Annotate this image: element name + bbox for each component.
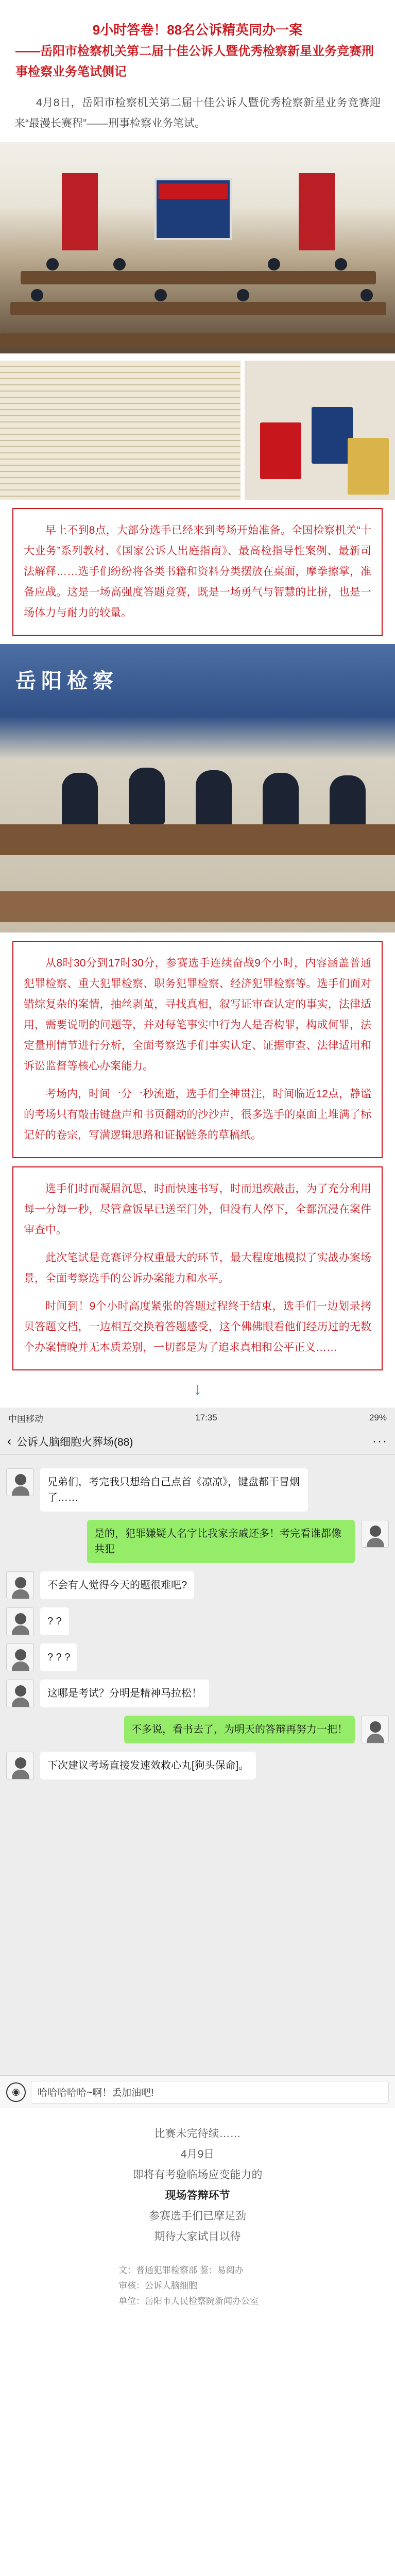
battery-label: 29% [369,1413,387,1422]
avatar[interactable] [6,1468,34,1496]
ending-line: 参赛选手们已摩足劲 [149,2210,246,2222]
exam-end-text: 此次笔试是竞赛评分权重最大的环节，最大程度地模拟了实战办案场景，全面考察选手的公诉办案能力和水平。 [24,1252,371,1284]
books-photo [245,361,395,500]
article-title: 9小时答卷！88名公诉精英同办一案 [92,22,303,38]
chat-header [0,1428,395,1455]
message-bubble[interactable]: 这哪是考试？分明是精神马拉松！ [40,1680,209,1707]
case-files-photo [0,361,241,500]
avatar[interactable] [6,1607,34,1635]
contestant [237,289,249,301]
chat-message [6,1680,389,1707]
intro-text: 4月8日，岳阳市检察机关第二届十佳公诉人暨优秀检察新星业务竞赛迎来“最漫长赛程”——刑事检察业务笔试。 [14,97,381,129]
exam-text: 从8时30分到17时30分，参赛选手连续奋战9个小时，内容涵盖普通犯罪检察、重大犯罪检察、职务犯罪检察、经济犯罪检察等。选手们面对错综复杂的案情，抽丝剥茧，寻找真相，叙写证审查认定的事实，法律适用，需要说明的问题等，并对每笔事实中行为人是否构罪，构成何罪，法定量刑情节进行分析，全面考察选手们事实认定、证据审查、法律适用和诉讼监督等核心办案能力。 [24,957,371,1072]
book [348,438,389,495]
back-arrow-icon[interactable]: ‹ [7,1434,11,1448]
ending-line: 比赛未完待续…… [154,2128,241,2140]
exam-end-section [12,1166,383,1370]
chat-message [6,1752,389,1780]
ending-line: 期待大家试目以待 [154,2231,241,2243]
message-bubble[interactable]: ? ? ? [40,1643,77,1671]
chat-screenshot [0,1408,395,2108]
contestant [129,768,165,824]
red-banner-right [299,173,335,250]
desk-row [0,333,395,346]
clock-label: 17:35 [195,1413,217,1422]
morning-section [12,508,383,636]
arrow-down-icon: ↓ [193,1379,202,1399]
chat-message [6,1520,389,1563]
desk-row [0,891,395,922]
chat-message [6,1643,389,1671]
avatar[interactable] [361,1716,389,1743]
contestant [335,258,347,270]
chat-message [6,1607,389,1635]
phone-status-bar [0,1408,395,1428]
avatar[interactable] [6,1571,34,1599]
contestant [268,258,280,270]
court-sign: 岳阳检察 [15,669,118,693]
exam-end-text: 时间到！9个小时高度紧张的答题过程终于结束，选手们一边划录拷贝答题文档，一边相互交换着答题感受，这个佛佛眼看他们经历过的无数个办案情晚并无本质差别，一切都是为了追求真相和公平正义…… [24,1300,371,1353]
more-icon[interactable]: ··· [372,1434,388,1448]
carrier-label: 中国移动 [8,1414,43,1424]
ending-highlight: 现场答辩环节 [165,2190,230,2201]
avatar[interactable] [361,1520,389,1548]
chat-message [6,1716,389,1743]
contestant [154,289,167,301]
group-name: 公诉人脑细胞火葬场(88) [16,1436,133,1448]
exam-hall-photo [0,142,395,353]
desk-row [0,824,395,855]
credit-line: 单位：岳阳市人民检察院新闻办公室 [118,2296,259,2306]
exam-process-section [12,941,383,1158]
message-bubble[interactable]: 兄弟们，考完我只想给自己点首《凉凉》，键盘都干冒烟了…… [40,1468,308,1512]
chat-messages [0,1455,395,1793]
ending-line: 即将有考验临场应变能力的 [132,2169,263,2181]
chat-message [6,1571,389,1599]
credit-line: 审核：公诉人脑细胞 [118,2281,197,2291]
chat-message [6,1468,389,1512]
materials-photos [0,361,395,500]
message-bubble[interactable]: 下次建议考场直接发速效救心丸[狗头保命]。 [40,1752,256,1780]
contestant [31,289,43,301]
exam-text: 考场内，时间一分一秒流逝，选手们全神贯注，时间临近12点，静谧的考场只有敲击键盘声和书页翻动的沙沙声，很多选手的桌面上堆满了标记好的卷宗，写满逻辑思路和证据链条的草稿纸。 [24,1088,371,1141]
book [312,407,353,464]
contestant [62,773,98,829]
exam-end-text: 选手们时而凝眉沉思，时而快速书写，时而迅疾敲击，为了充分利用每一分每一秒，尽管盒饭早已送至门外，但没有人停下，全都沉浸在案件审查中。 [24,1183,371,1236]
court-photo [0,644,395,933]
message-bubble[interactable]: 是的，犯罪嫌疑人名字比我家亲戚还多！考完看谁都像共犯 [87,1520,355,1563]
avatar[interactable] [6,1680,34,1707]
avatar[interactable] [6,1643,34,1671]
message-bubble[interactable]: ? ? [40,1607,69,1635]
ending-line: 4月9日 [180,2148,215,2160]
contestant [360,289,373,301]
screen-title-bar [159,183,228,199]
message-bubble[interactable]: 不多说，看书去了，为明天的答辩再努力一把！ [124,1716,355,1743]
contestant [263,773,299,829]
contestant [196,770,232,827]
desk-row [10,302,386,315]
chat-input-bar [0,2075,395,2108]
voice-icon[interactable]: ◉ [6,2082,26,2102]
avatar[interactable] [6,1752,34,1780]
contestant [113,258,126,270]
message-bubble[interactable]: 不会有人觉得今天的题很难吧? [40,1571,194,1599]
book [260,422,301,479]
article-subtitle: ——岳阳市检察机关第二届十佳公诉人暨优秀检察新星业务竞赛刑事检察业务笔试侧记 [15,44,374,79]
credit-line: 文：普通犯罪检察部 鉴：易阅办 [118,2265,244,2275]
morning-text: 早上不到8点，大部分选手已经来到考场开始准备。全国检察机关“十大业务”系列教材、《国家公诉人出庭指南》、最高检指导性案例、最新司法解释……选手们纷纷将各类书籍和资料分类摆放在桌面，摩拳擦掌，准备应战。这是一场高强度答题竞赛，既是一场勇气与智慧的比拼，也是一场体力与耐力的较量。 [24,524,371,619]
message-input[interactable]: 哈哈哈哈哈~啊！丢加油吧! [31,2081,389,2104]
credits [0,2252,395,2309]
contestant [330,775,366,832]
ending-section [0,2108,395,2252]
red-banner-left [62,173,98,250]
article-header [0,0,395,93]
contestant [46,258,59,270]
desk-row [21,271,376,284]
intro-paragraph [0,93,395,134]
